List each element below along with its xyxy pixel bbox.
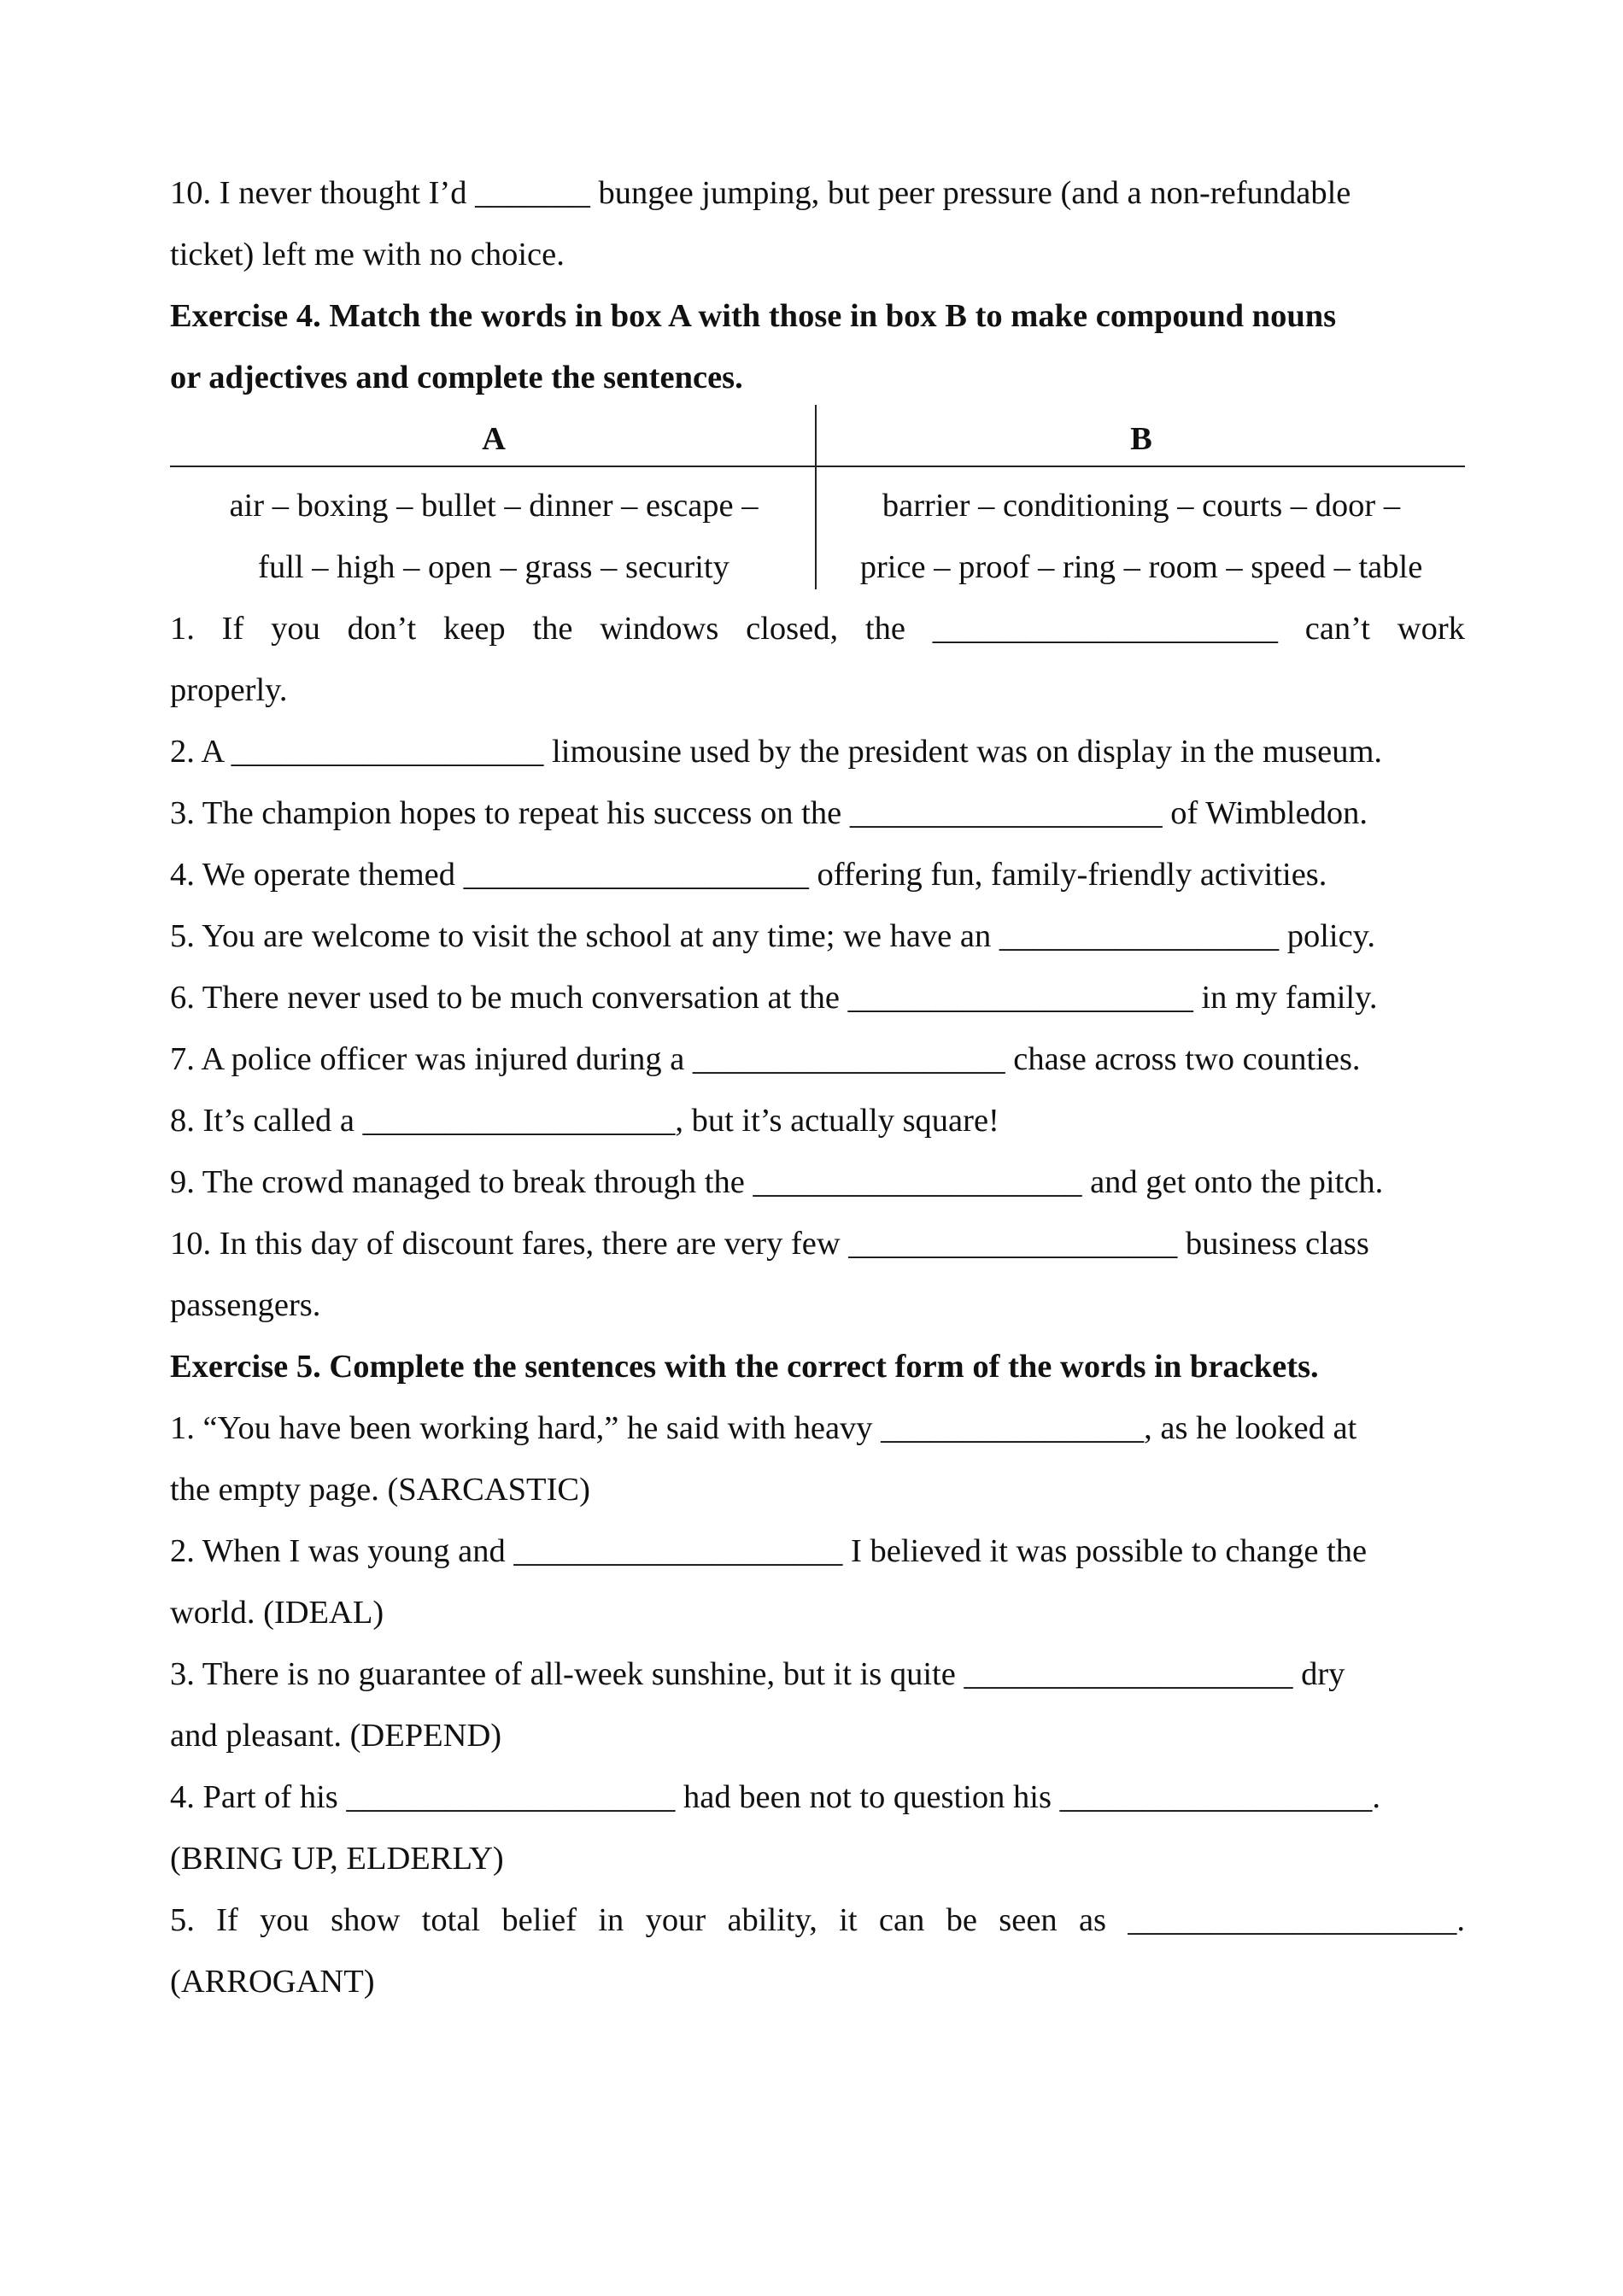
word: in	[598, 1902, 624, 1938]
word: If	[216, 1902, 238, 1938]
ex5-q2-line1: 2. When I was young and ____________________ I believed it was possible to change the	[170, 1533, 1368, 1569]
word: it	[839, 1902, 858, 1938]
ex4-q8: 8. It’s called a ___________________, but it’s actually square!	[170, 1103, 999, 1139]
word: ability,	[727, 1902, 817, 1938]
box-b-column	[817, 408, 1465, 470]
word: your	[645, 1902, 706, 1938]
ex4-q9: 9. The crowd managed to break through the ____________________ and get onto the pitch.	[170, 1164, 1384, 1200]
ex4-q7: 7. A police officer was injured during a ___________________ chase across two counties.	[170, 1041, 1361, 1077]
word: as	[1078, 1902, 1107, 1938]
ex5-q5-line2: (ARROGANT)	[170, 1964, 375, 2000]
box-a-row: full – high – open – grass – security	[258, 549, 729, 585]
ex5-q5-line1	[170, 1889, 1465, 1951]
exercise-4-title-line2: or adjectives and complete the sentences.	[170, 360, 743, 395]
word: show	[331, 1902, 401, 1938]
ex4-q10-line1: 10. In this day of discount fares, there are very few ____________________ business class	[170, 1226, 1369, 1262]
word: keep	[442, 611, 506, 647]
word: you	[271, 611, 320, 647]
ex4-q1-line2: properly.	[170, 672, 288, 708]
box-a-words	[170, 475, 817, 598]
box-a-column	[170, 408, 817, 470]
word: total	[421, 1902, 481, 1938]
ex5-q3-line1: 3. There is no guarantee of all-week sunshine, but it is quite ____________________ dry	[170, 1656, 1345, 1692]
word: windows	[600, 611, 719, 647]
word: don’t	[347, 611, 417, 647]
ex5-q2-line2: world. (IDEAL)	[170, 1595, 384, 1631]
ex4-q2: 2. A ___________________ limousine used by the president was on display in the museum.	[170, 734, 1383, 770]
word: can’t	[1304, 611, 1370, 647]
word: closed,	[746, 611, 839, 647]
word: you	[260, 1902, 309, 1938]
word: If	[221, 611, 244, 647]
word-box	[170, 408, 1465, 598]
worksheet-page	[170, 162, 1465, 2012]
word: 5.	[170, 1902, 195, 1938]
word: seen	[999, 1902, 1058, 1938]
ex4-q5: 5. You are welcome to visit the school at any time; we have an _________________ policy.	[170, 918, 1376, 954]
ex5-q1-line2: the empty page. (SARCASTIC)	[170, 1472, 590, 1508]
exercise-4-title-line1: Exercise 4. Match the words in box A with those in box B to make compound nouns	[170, 298, 1337, 334]
exercise-5-title: Exercise 5. Complete the sentences with the correct form of the words in brackets.	[170, 1349, 1319, 1385]
word: 1.	[170, 611, 195, 647]
box-b-row: barrier – conditioning – courts – door –	[882, 488, 1401, 524]
ex3-q10-line1: 10. I never thought I’d _______ bungee jumping, but peer pressure (and a non-refundable	[170, 175, 1351, 211]
word: the	[532, 611, 573, 647]
ex4-q6: 6. There never used to be much conversation at the _____________________ in my family.	[170, 980, 1378, 1016]
ex4-q3: 3. The champion hopes to repeat his success on the ___________________ of Wimbledon.	[170, 795, 1368, 831]
box-b-words	[817, 475, 1465, 598]
ex4-q10-line2: passengers.	[170, 1287, 321, 1323]
ex5-q4-line1: 4. Part of his ____________________ had been not to question his ___________________.	[170, 1779, 1380, 1815]
box-a-heading: A	[482, 421, 506, 457]
word: work	[1397, 611, 1465, 647]
ex4-q1-line1	[170, 598, 1465, 659]
word: be	[946, 1902, 977, 1938]
word: _____________________	[932, 611, 1278, 647]
ex5-q4-line2: (BRING UP, ELDERLY)	[170, 1841, 504, 1877]
box-b-heading: B	[1130, 421, 1152, 457]
ex5-q3-line2: and pleasant. (DEPEND)	[170, 1718, 502, 1754]
word: ____________________.	[1128, 1902, 1465, 1938]
ex5-q1-line1: 1. “You have been working hard,” he said with heavy ________________, as he looked at	[170, 1410, 1357, 1446]
word: the	[864, 611, 905, 647]
ex4-q4: 4. We operate themed _____________________ offering fun, family-friendly activities.	[170, 857, 1327, 893]
ex3-q10-line2: ticket) left me with no choice.	[170, 237, 565, 272]
word: belief	[501, 1902, 577, 1938]
box-a-row: air – boxing – bullet – dinner – escape –	[229, 488, 759, 524]
word: can	[878, 1902, 925, 1938]
box-b-row: price – proof – ring – room – speed – table	[859, 549, 1423, 585]
